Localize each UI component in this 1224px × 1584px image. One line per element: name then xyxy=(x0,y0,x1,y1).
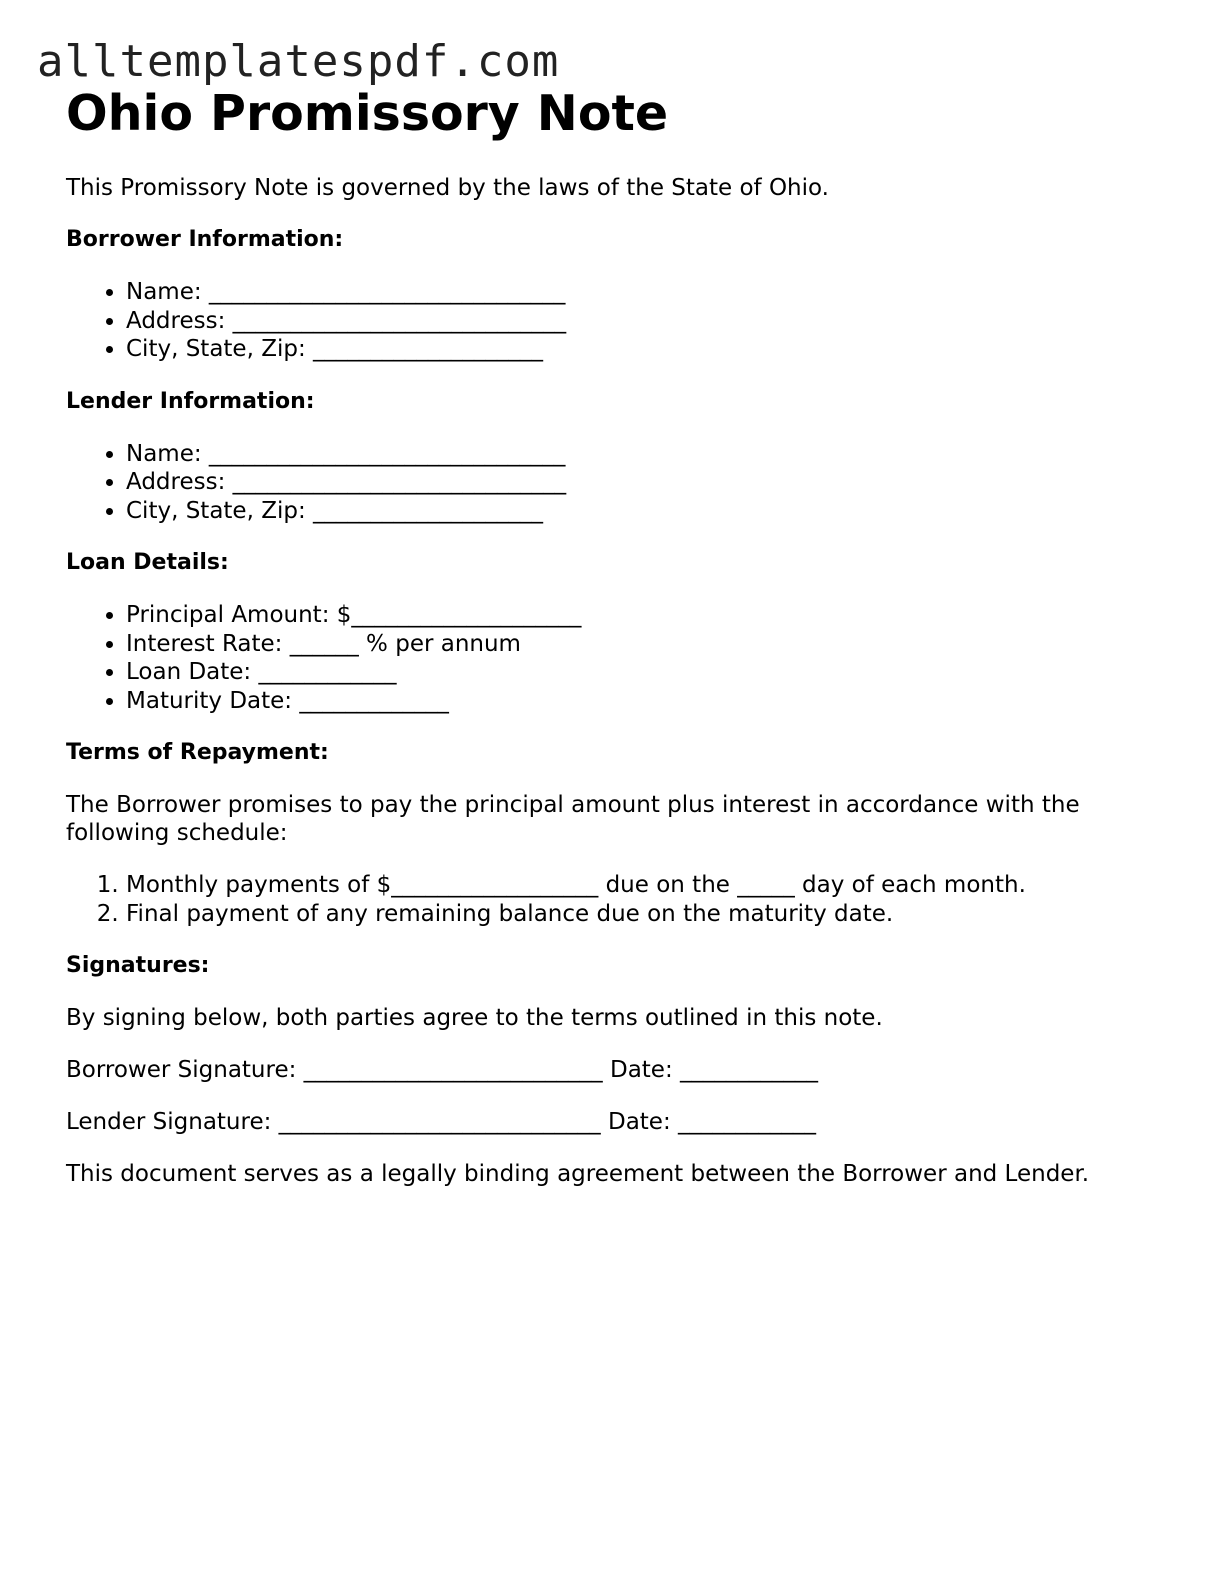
intro-text: This Promissory Note is governed by the laws of the State of Ohio. xyxy=(66,175,829,201)
borrower-city-state-zip-field[interactable]: • City, State, Zip: ____________________ xyxy=(126,335,1166,364)
repayment-heading: Terms of Repayment: xyxy=(66,740,329,765)
signatures-heading: Signatures: xyxy=(66,953,210,978)
document-body xyxy=(66,84,1166,1188)
lender-address-field[interactable]: • Address: _____________________________ xyxy=(126,468,1166,497)
watermark-text: alltemplatespdf.com xyxy=(37,36,560,87)
loan-date-field[interactable]: • Loan Date: ____________ xyxy=(126,658,1166,687)
interest-rate-field[interactable]: • Interest Rate: ______ % per annum xyxy=(126,630,1166,659)
document-title: Ohio Promissory Note xyxy=(66,85,669,142)
lender-name-field[interactable]: • Name: _______________________________ xyxy=(126,440,1166,469)
borrower-name-field[interactable]: • Name: _______________________________ xyxy=(126,278,1166,307)
borrower-list xyxy=(66,278,1166,364)
lender-signature-line[interactable]: Lender Signature: ____________________________ Date: ____________ xyxy=(66,1109,817,1135)
final-payment-item: 2. Final payment of any remaining balance due on the maturity date. xyxy=(126,900,1166,929)
loan-details-heading: Loan Details: xyxy=(66,550,229,575)
borrower-address-field[interactable]: • Address: _____________________________ xyxy=(126,307,1166,336)
lender-city-state-zip-field[interactable]: • City, State, Zip: ____________________ xyxy=(126,497,1166,526)
repayment-schedule-list xyxy=(66,871,1166,928)
maturity-date-field[interactable]: • Maturity Date: _____________ xyxy=(126,687,1166,716)
lender-list xyxy=(66,440,1166,526)
borrower-signature-line[interactable]: Borrower Signature: __________________________ Date: ____________ xyxy=(66,1057,819,1083)
loan-details-list xyxy=(66,601,1166,715)
closing-statement: This document serves as a legally binding agreement between the Borrower and Lender. xyxy=(66,1161,1090,1187)
signatures-text: By signing below, both parties agree to the terms outlined in this note. xyxy=(66,1005,883,1031)
monthly-payment-field[interactable]: 1. Monthly payments of $__________________ due on the _____ day of each month. xyxy=(126,871,1166,900)
repayment-text: The Borrower promises to pay the principal amount plus interest in accordance with the following schedule: xyxy=(66,792,1080,846)
borrower-heading: Borrower Information: xyxy=(66,227,344,252)
principal-amount-field[interactable]: • Principal Amount: $____________________ xyxy=(126,601,1166,630)
lender-heading: Lender Information: xyxy=(66,388,315,414)
